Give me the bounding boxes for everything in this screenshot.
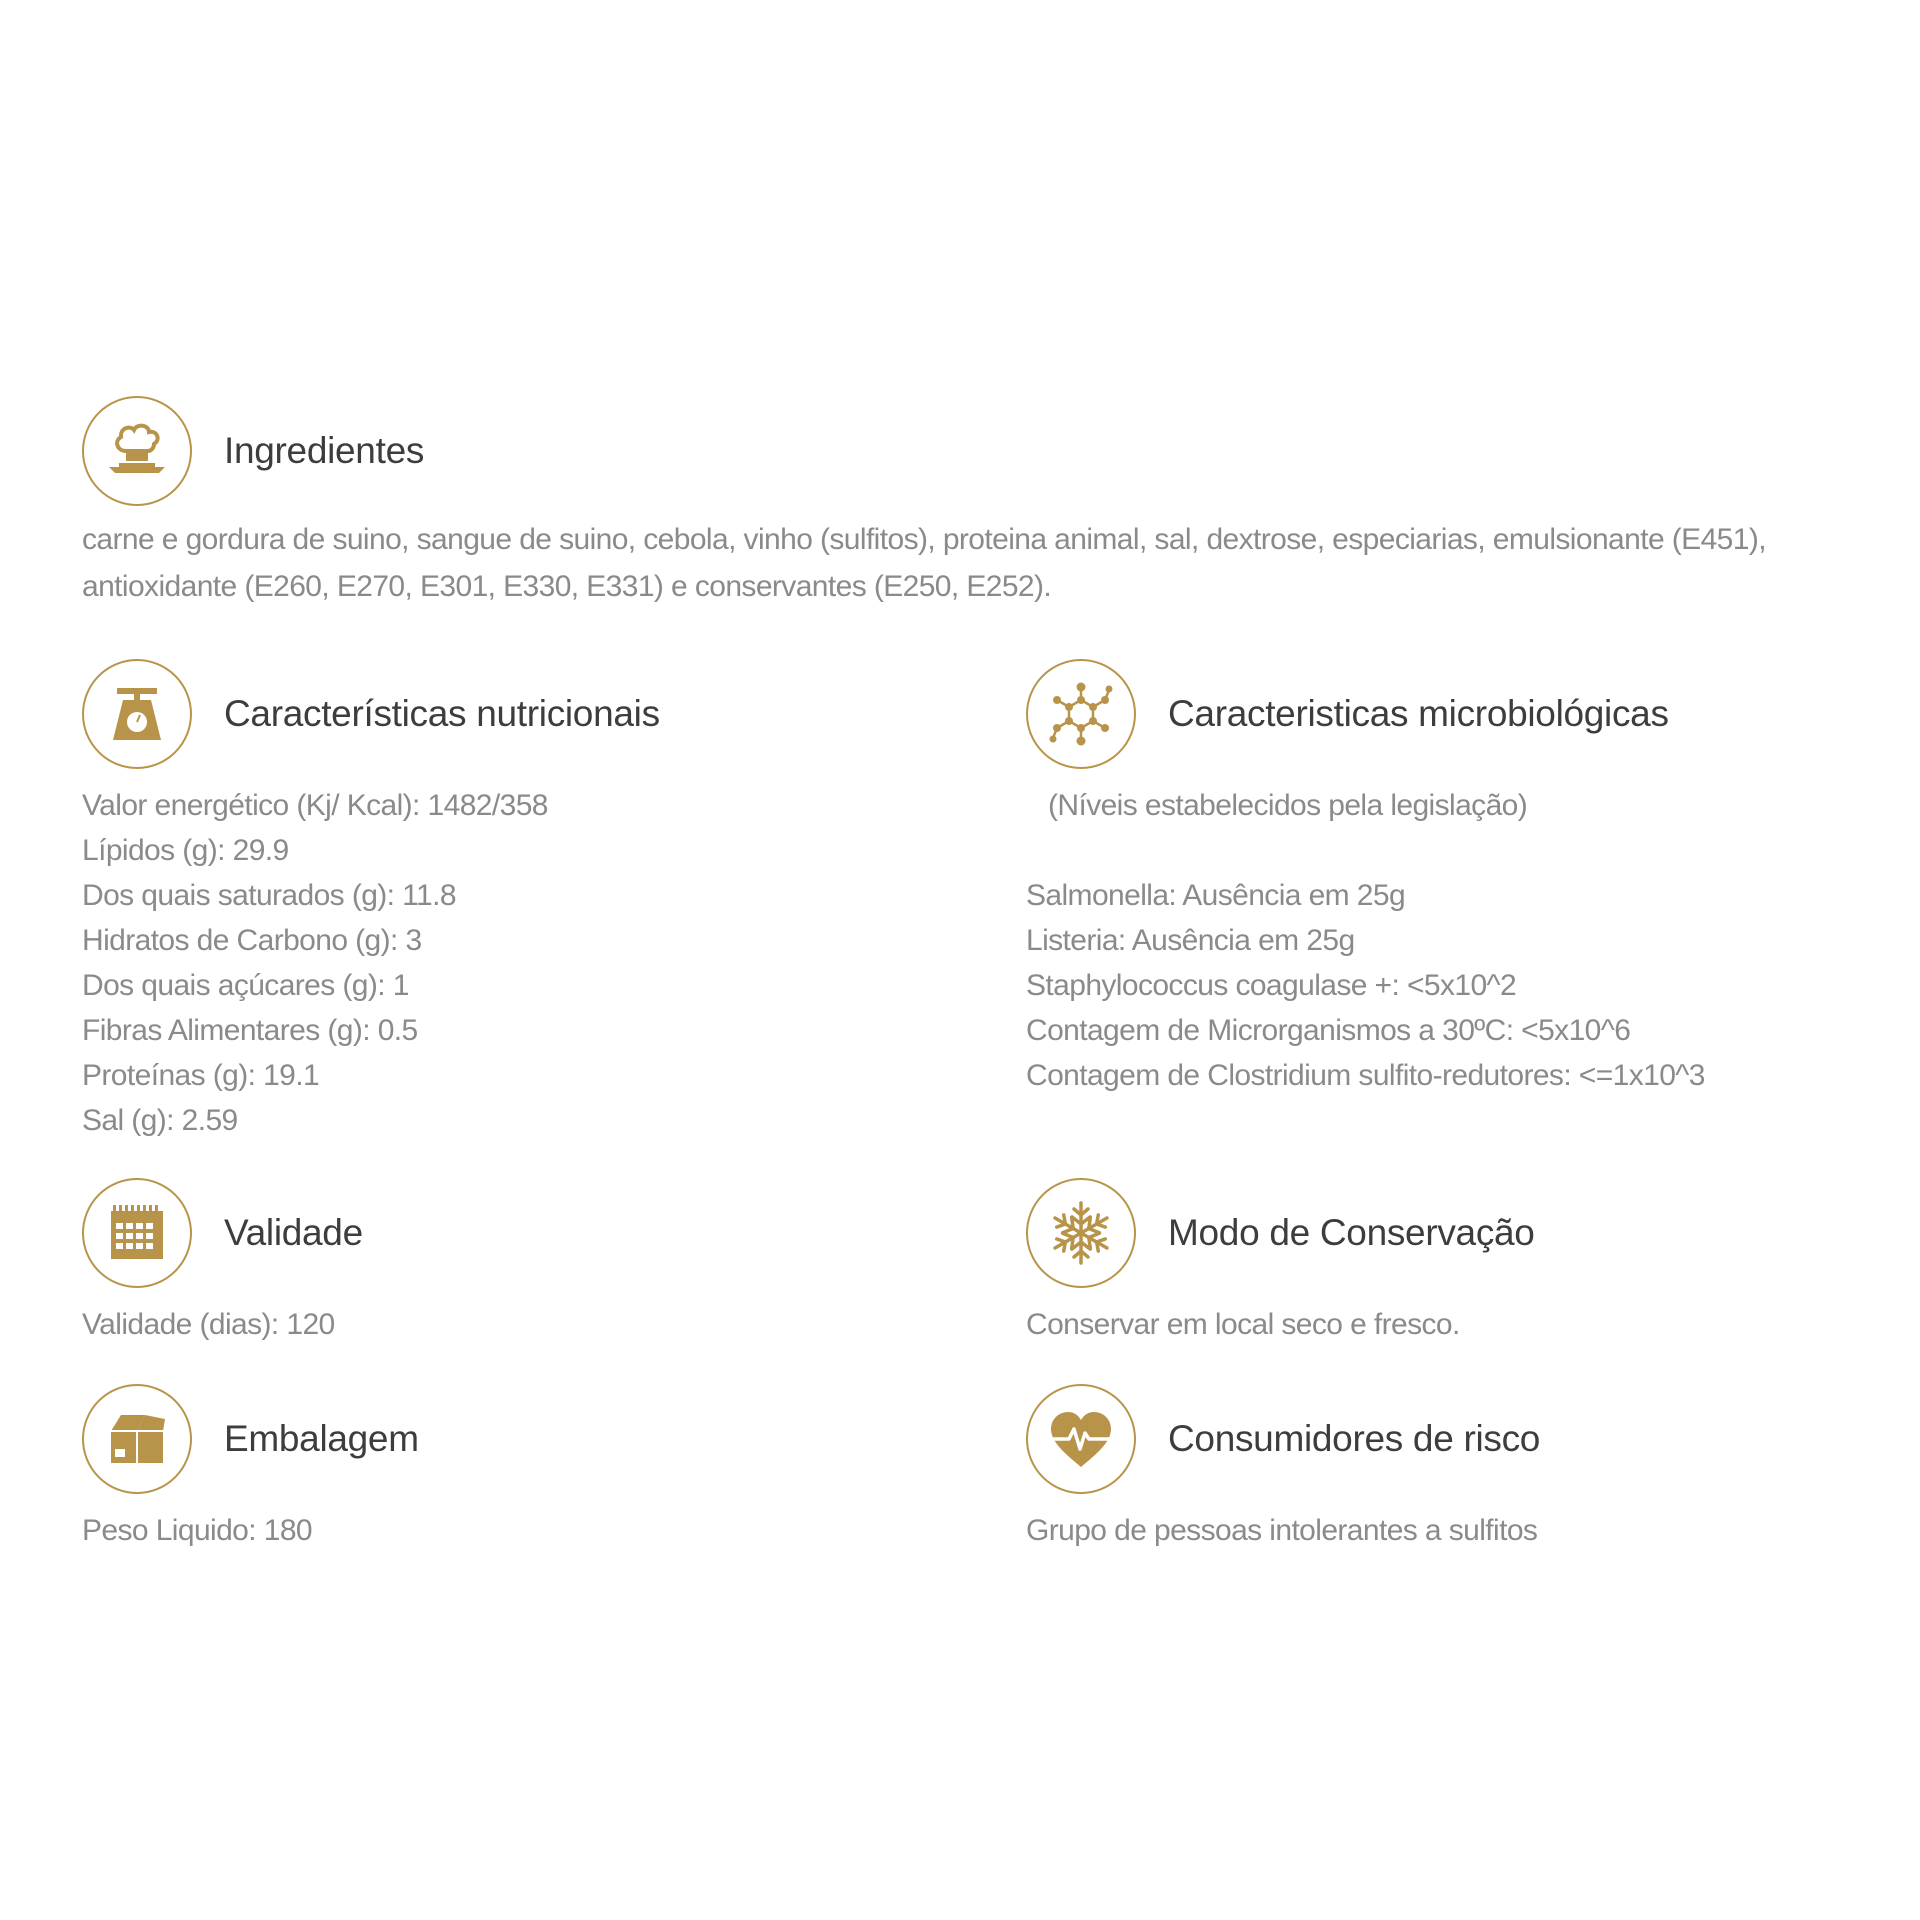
nutrition-line: Dos quais açúcares (g): 1 [82, 969, 409, 1002]
microbiology-header [1026, 657, 1906, 771]
microbiology-line: Salmonella: Ausência em 25g [1026, 879, 1406, 912]
conservation-text: Conservar em local seco e fresco. [1026, 1308, 1460, 1341]
conservation-section [1026, 1176, 1906, 1347]
validity-title: Validade [224, 1212, 363, 1253]
microbiology-subtitle: (Níveis estabelecidos pela legislação) [1048, 789, 1528, 822]
nutrition-line: Hidratos de Carbono (g): 3 [82, 924, 422, 957]
molecule-icon [1026, 659, 1136, 769]
nutrition-title: Características nutricionais [224, 693, 660, 734]
microbiology-line: Contagem de Clostridium sulfito-redutores: <=1x10^3 [1026, 1059, 1705, 1092]
microbiology-line: Listeria: Ausência em 25g [1026, 924, 1355, 957]
packaging-title: Embalagem [224, 1418, 419, 1459]
heart-pulse-icon [1026, 1384, 1136, 1494]
packaging-header [82, 1382, 962, 1496]
nutrition-line: Dos quais saturados (g): 11.8 [82, 879, 456, 912]
box-icon [82, 1384, 192, 1494]
nutrition-header [82, 657, 962, 771]
ingredients-section [82, 394, 1882, 610]
chef-hat-icon [82, 396, 192, 506]
ingredients-title: Ingredientes [224, 430, 425, 471]
scale-icon [82, 659, 192, 769]
microbiology-line: Staphylococcus coagulase +: <5x10^2 [1026, 969, 1517, 1002]
conservation-header [1026, 1176, 1906, 1290]
nutrition-list [82, 783, 962, 1143]
microbiology-line: Contagem de Microrganismos a 30ºC: <5x10^6 [1026, 1014, 1631, 1047]
risk-header [1026, 1382, 1906, 1496]
packaging-section [82, 1382, 962, 1553]
snowflake-icon [1026, 1178, 1136, 1288]
risk-section [1026, 1382, 1906, 1553]
risk-title: Consumidores de risco [1168, 1418, 1541, 1459]
nutrition-section [82, 657, 962, 1143]
validity-text: Validade (dias): 120 [82, 1308, 335, 1341]
conservation-title: Modo de Conservação [1168, 1212, 1535, 1253]
ingredients-header [82, 394, 1882, 508]
nutrition-line: Valor energético (Kj/ Kcal): 1482/358 [82, 789, 548, 822]
microbiology-list [1026, 783, 1906, 1098]
validity-section [82, 1176, 962, 1347]
validity-header [82, 1176, 962, 1290]
microbiology-title: Caracteristicas microbiológicas [1168, 693, 1669, 734]
nutrition-line: Lípidos (g): 29.9 [82, 834, 289, 867]
calendar-icon [82, 1178, 192, 1288]
ingredients-text: carne e gordura de suino, sangue de suino, cebola, vinho (sulfitos), proteina animal, sal, dextrose, especiarias, emulsionante (E451), antioxidante (E260, E270, E301, E330, E331) e conservantes (E250, E252). [82, 523, 1766, 603]
nutrition-line: Fibras Alimentares (g): 0.5 [82, 1014, 418, 1047]
packaging-text: Peso Liquido: 180 [82, 1514, 312, 1547]
nutrition-line: Sal (g): 2.59 [82, 1104, 238, 1137]
risk-text: Grupo de pessoas intolerantes a sulfitos [1026, 1514, 1538, 1547]
microbiology-section [1026, 657, 1906, 1098]
nutrition-line: Proteínas (g): 19.1 [82, 1059, 320, 1092]
